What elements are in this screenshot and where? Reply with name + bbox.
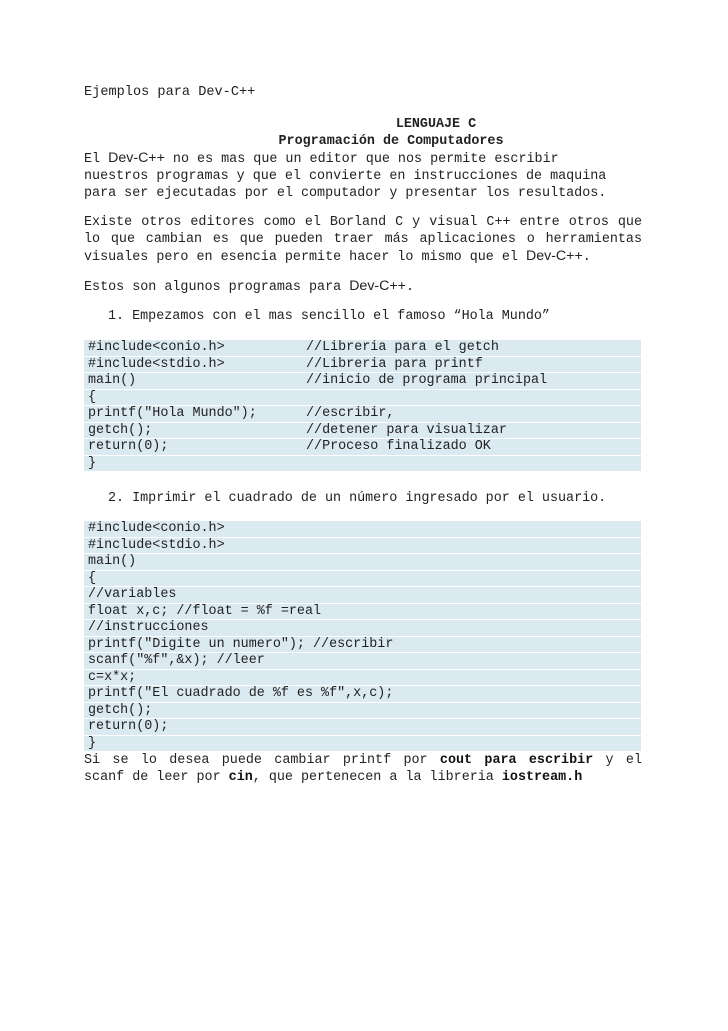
title-line-2: Programación de Computadores (278, 134, 504, 149)
code-line (84, 587, 641, 604)
code-text: #include<stdio.h> (88, 537, 225, 553)
others-line-3: visuales pero en esencia permite hacer lo mismo que el (84, 250, 526, 265)
code-line (84, 406, 641, 423)
code-text: float x,c; //float = %f =real (88, 603, 322, 619)
code-comment: //detener para visualizar (306, 422, 507, 438)
others-paragraph (84, 214, 642, 266)
code-text: main() (88, 554, 137, 569)
code-line (84, 620, 641, 637)
code-text: //instrucciones (88, 620, 209, 635)
code-comment: //Proceso finalizado OK (306, 439, 491, 454)
code-line (84, 373, 641, 390)
code-text: printf("El cuadrado de %f es %f",x,c); (88, 686, 394, 701)
code-comment: //Libreria para el getch (306, 340, 499, 355)
code-line (84, 456, 641, 473)
code-text: } (88, 735, 97, 751)
closing-paragraph (84, 752, 642, 786)
code-text: main() (88, 373, 137, 388)
example-2-heading: 2. Imprimir el cuadrado de un número ingresado por el usuario. (108, 491, 607, 506)
code-text: { (88, 570, 97, 586)
document-header: Ejemplos para Dev-C++ (84, 85, 256, 100)
others-suffix: . (582, 250, 591, 265)
code-line (84, 554, 641, 571)
programs-paragraph (84, 278, 642, 296)
code-text: } (88, 455, 97, 471)
code-line (84, 670, 641, 687)
code-text: scanf("%f",&x); //leer (88, 653, 265, 668)
closing-bold-3: iostream.h (501, 770, 583, 785)
programs-term: Dev-C++ (349, 278, 406, 294)
intro-paragraph (84, 150, 642, 202)
code-line (84, 736, 641, 753)
code-text: #include<conio.h> (88, 521, 225, 536)
programs-prefix: Estos son algunos programas para (84, 280, 350, 295)
code-comment: //Libreria para printf (306, 356, 483, 372)
code-line (84, 538, 641, 555)
intro-term: Dev-C++ (108, 150, 165, 166)
code-text: return(0); (88, 719, 169, 734)
code-line (84, 423, 641, 440)
closing-bold-2: cin (228, 770, 253, 785)
intro-line-2: nuestros programas y que el convierte en instrucciones de maquina (84, 169, 607, 184)
code-line (84, 521, 641, 538)
code-line (84, 390, 641, 407)
closing-bold-1: cout para escribir (439, 753, 594, 768)
closing-text-1: Si se lo desea puede cambiar printf por (84, 753, 440, 768)
intro-rest: no es mas que un editor que nos permite escribir (164, 152, 559, 167)
code-block-2 (84, 521, 641, 752)
code-comment: //inicio de programa principal (306, 373, 548, 388)
title-line-1: LENGUAJE C (395, 117, 477, 132)
code-line (84, 571, 641, 588)
code-line (84, 719, 641, 736)
code-text: printf("Digite un numero"); //escribir (88, 636, 394, 652)
code-line (84, 439, 641, 456)
code-line (84, 357, 641, 374)
intro-prefix: El (84, 152, 109, 167)
closing-text-3: scanf de leer por (84, 770, 229, 785)
code-text: #include<conio.h> (88, 340, 225, 355)
code-line (84, 637, 641, 654)
intro-line-3: para ser ejecutadas por el computador y presentar los resultados. (84, 186, 607, 201)
code-block-1 (84, 340, 641, 472)
code-line (84, 686, 641, 703)
code-text: getch(); (88, 422, 153, 438)
code-text: printf("Hola Mundo"); (88, 406, 257, 421)
code-line (84, 340, 641, 357)
closing-text-4: , que pertenecen a la libreria (252, 770, 502, 785)
example-1-heading: 1. Empezamos con el mas sencillo el famoso “Hola Mundo” (108, 309, 550, 324)
code-text: c=x*x; (88, 669, 137, 685)
code-line (84, 653, 641, 670)
code-comment: //escribir, (306, 406, 395, 421)
others-line-1: Existe otros editores como el Borland C y visual C++ entre otros que (84, 215, 642, 230)
code-line (84, 604, 641, 621)
code-line (84, 703, 641, 720)
programs-suffix: . (405, 280, 415, 295)
code-text: return(0); (88, 439, 169, 454)
code-text: getch(); (88, 702, 153, 718)
closing-text-2: y el (593, 753, 642, 768)
others-line-2: lo que cambian es que pueden traer más aplicaciones o herramientas (84, 232, 642, 247)
others-term: Dev-C++ (525, 248, 583, 264)
title-block (0, 117, 728, 149)
code-text: //variables (88, 587, 177, 602)
code-text: { (88, 389, 97, 405)
code-text: #include<stdio.h> (88, 356, 225, 372)
